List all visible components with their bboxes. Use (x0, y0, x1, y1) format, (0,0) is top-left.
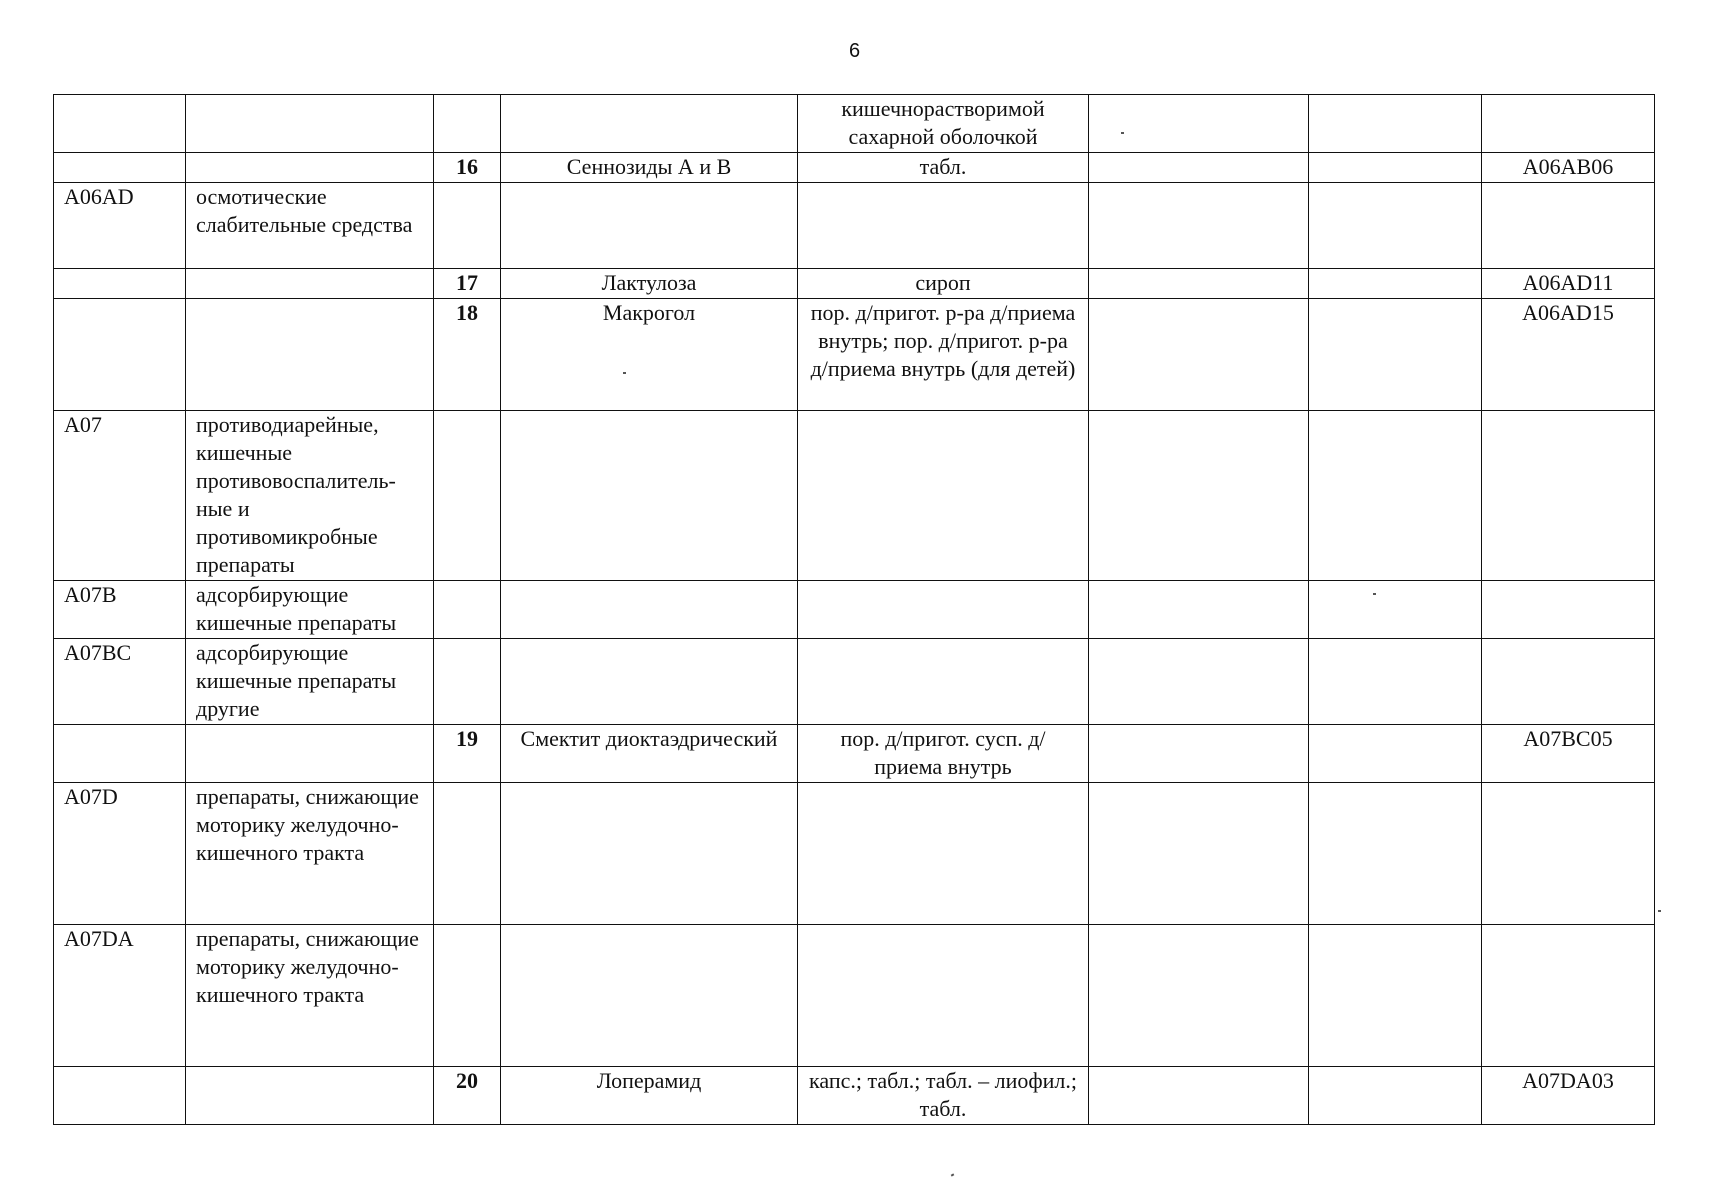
drug-name: Смектит диоктаэдрический (501, 725, 798, 783)
dosage-form (798, 639, 1089, 725)
atc-code: A07BC05 (1482, 725, 1655, 783)
atc-code: A07DA03 (1482, 1067, 1655, 1125)
column-6-cell (1089, 725, 1309, 783)
column-7-cell (1309, 183, 1482, 269)
table-row (54, 183, 1655, 269)
drug-name (501, 581, 798, 639)
atc-group-description (186, 153, 434, 183)
drug-name (501, 411, 798, 581)
dosage-form: табл. (798, 153, 1089, 183)
atc-code (1482, 95, 1655, 153)
dosage-form: пор. д/пригот. сусп. д/приема внутрь (798, 725, 1089, 783)
column-7-cell (1309, 783, 1482, 925)
atc-group-code: A07DA (54, 925, 186, 1067)
table-row (54, 725, 1655, 783)
atc-group-description: препараты, снижающие моторику желудочно-кишечного тракта (186, 783, 434, 925)
atc-group-code (54, 269, 186, 299)
atc-code (1482, 783, 1655, 925)
atc-code: A06AD11 (1482, 269, 1655, 299)
atc-group-description: осмотические слабительные средства (186, 183, 434, 269)
atc-group-description: препараты, снижающие моторику желудочно-кишечного тракта (186, 925, 434, 1067)
table-row (54, 639, 1655, 725)
atc-group-code: A06AD (54, 183, 186, 269)
drug-name: Лактулоза (501, 269, 798, 299)
table-row (54, 153, 1655, 183)
dosage-form: капс.; табл.; табл. – лиофил.; табл. (798, 1067, 1089, 1125)
atc-group-description (186, 299, 434, 411)
atc-code (1482, 639, 1655, 725)
dosage-form (798, 925, 1089, 1067)
atc-group-description (186, 725, 434, 783)
column-6-cell (1089, 639, 1309, 725)
drug-name: Сеннозиды А и В (501, 153, 798, 183)
atc-code (1482, 411, 1655, 581)
item-number (434, 95, 501, 153)
column-7-cell (1309, 581, 1482, 639)
table-row (54, 581, 1655, 639)
table-row (54, 299, 1655, 411)
drug-name (501, 925, 798, 1067)
dosage-form: кишечнорастворимой сахарной оболочкой (798, 95, 1089, 153)
column-6-cell (1089, 783, 1309, 925)
item-number: 19 (434, 725, 501, 783)
drug-name (501, 95, 798, 153)
drug-name (501, 183, 798, 269)
atc-group-description: адсорбирующие кишечные препараты другие (186, 639, 434, 725)
item-number (434, 183, 501, 269)
atc-code (1482, 183, 1655, 269)
column-7-cell (1309, 639, 1482, 725)
scan-speck (1121, 132, 1124, 134)
column-6-cell (1089, 153, 1309, 183)
scan-speck (1658, 910, 1661, 912)
drug-list-table (53, 94, 1655, 1125)
column-7-cell (1309, 269, 1482, 299)
column-6-cell (1089, 269, 1309, 299)
dosage-form (798, 581, 1089, 639)
column-7-cell (1309, 725, 1482, 783)
item-number (434, 639, 501, 725)
dosage-form: пор. д/пригот. р-ра д/приема внутрь; пор. д/пригот. р-ра д/приема внутрь (для детей) (798, 299, 1089, 411)
item-number (434, 581, 501, 639)
column-7-cell (1309, 411, 1482, 581)
atc-group-description: противодиарейные, кишечные противовоспалитель-ные и противомикробные препараты (186, 411, 434, 581)
item-number (434, 411, 501, 581)
page-number: 6 (848, 40, 861, 62)
scan-speck (951, 1173, 955, 1176)
table-row (54, 925, 1655, 1067)
column-6-cell (1089, 183, 1309, 269)
atc-code: A06AB06 (1482, 153, 1655, 183)
atc-group-code: A07D (54, 783, 186, 925)
column-6-cell (1089, 1067, 1309, 1125)
atc-group-description (186, 269, 434, 299)
column-6-cell (1089, 411, 1309, 581)
column-7-cell (1309, 153, 1482, 183)
table-row (54, 95, 1655, 153)
dosage-form (798, 183, 1089, 269)
item-number: 16 (434, 153, 501, 183)
atc-group-code (54, 153, 186, 183)
drug-name (501, 783, 798, 925)
atc-group-code (54, 1067, 186, 1125)
column-6-cell (1089, 925, 1309, 1067)
atc-group-description (186, 1067, 434, 1125)
atc-code (1482, 925, 1655, 1067)
dosage-form: сироп (798, 269, 1089, 299)
column-7-cell (1309, 925, 1482, 1067)
item-number (434, 783, 501, 925)
drug-name: Макрогол (501, 299, 798, 411)
item-number: 18 (434, 299, 501, 411)
column-6-cell (1089, 299, 1309, 411)
column-6-cell (1089, 95, 1309, 153)
atc-code (1482, 581, 1655, 639)
column-6-cell (1089, 581, 1309, 639)
scan-speck (1373, 593, 1376, 595)
column-7-cell (1309, 1067, 1482, 1125)
atc-group-code (54, 299, 186, 411)
atc-group-code (54, 95, 186, 153)
column-7-cell (1309, 299, 1482, 411)
atc-group-code: A07B (54, 581, 186, 639)
column-7-cell (1309, 95, 1482, 153)
item-number (434, 925, 501, 1067)
atc-code: A06AD15 (1482, 299, 1655, 411)
table-row (54, 1067, 1655, 1125)
atc-group-code: A07 (54, 411, 186, 581)
table-row (54, 783, 1655, 925)
atc-group-description (186, 95, 434, 153)
dosage-form (798, 783, 1089, 925)
atc-group-code (54, 725, 186, 783)
table-row (54, 269, 1655, 299)
dosage-form (798, 411, 1089, 581)
drug-name (501, 639, 798, 725)
item-number: 20 (434, 1067, 501, 1125)
scan-speck (623, 372, 626, 374)
table-row (54, 411, 1655, 581)
atc-group-code: A07BC (54, 639, 186, 725)
item-number: 17 (434, 269, 501, 299)
atc-group-description: адсорбирующие кишечные препараты (186, 581, 434, 639)
drug-name: Лоперамид (501, 1067, 798, 1125)
